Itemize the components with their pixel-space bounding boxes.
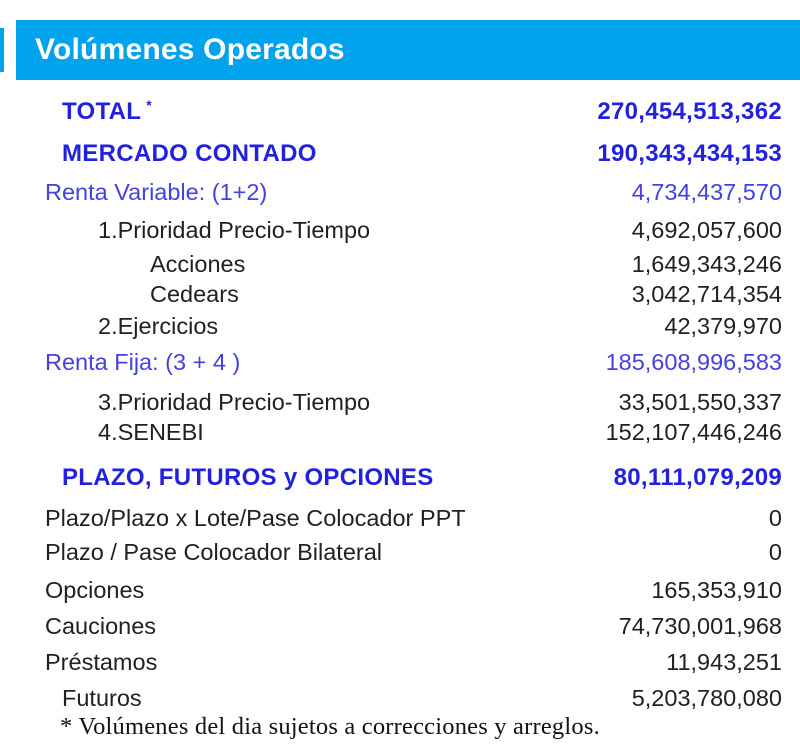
row-value: 5,203,780,080 bbox=[631, 685, 782, 711]
table-row bbox=[40, 575, 782, 605]
table-row bbox=[40, 90, 782, 127]
asterisk-marker: * bbox=[146, 97, 152, 113]
table-row bbox=[40, 463, 782, 493]
table-row bbox=[40, 215, 782, 245]
row-value: 185,608,996,583 bbox=[605, 349, 782, 375]
row-label: MERCADO CONTADO bbox=[62, 140, 317, 167]
row-label: 3.Prioridad Precio-Tiempo bbox=[98, 389, 371, 415]
row-label: 4.SENEBI bbox=[98, 419, 204, 445]
row-value: 0 bbox=[768, 539, 782, 565]
table-row bbox=[40, 347, 782, 377]
row-label: Acciones bbox=[150, 251, 246, 277]
row-value: 3,042,714,354 bbox=[631, 281, 782, 307]
row-value: 270,454,513,362 bbox=[597, 98, 782, 125]
row-value: 152,107,446,246 bbox=[605, 419, 782, 445]
page-title: Volúmenes Operados bbox=[35, 33, 345, 66]
table-row bbox=[40, 177, 782, 207]
table-row bbox=[40, 503, 782, 533]
row-label: Renta Variable: (1+2) bbox=[45, 179, 268, 205]
row-label: Préstamos bbox=[45, 649, 158, 675]
row-value: 0 bbox=[768, 505, 782, 531]
row-value: 74,730,001,968 bbox=[618, 613, 782, 639]
table-row bbox=[40, 249, 782, 279]
table-row bbox=[40, 647, 782, 677]
row-label: Futuros bbox=[62, 685, 142, 711]
row-value: 4,734,437,570 bbox=[631, 179, 782, 205]
footnote: * Volúmenes del dia sujetos a correcciones y arreglos. bbox=[60, 713, 600, 740]
row-label: Cedears bbox=[150, 281, 239, 307]
row-value: 80,111,079,209 bbox=[613, 464, 782, 491]
row-label: PLAZO, FUTUROS y OPCIONES bbox=[62, 464, 434, 491]
row-value: 42,379,970 bbox=[664, 313, 782, 339]
table-row bbox=[40, 139, 782, 169]
table-row bbox=[40, 311, 782, 341]
row-label: 2.Ejercicios bbox=[98, 313, 219, 339]
row-value: 11,943,251 bbox=[666, 649, 782, 675]
row-label: Cauciones bbox=[45, 613, 157, 639]
row-value: 165,353,910 bbox=[651, 577, 782, 603]
left-edge-accent bbox=[0, 28, 4, 72]
table-row bbox=[40, 537, 782, 567]
row-label: Plazo/Plazo x Lote/Pase Colocador PPT bbox=[45, 505, 466, 531]
row-value: 190,343,434,153 bbox=[597, 140, 782, 167]
table-row bbox=[40, 417, 782, 447]
row-label: TOTAL * bbox=[62, 97, 152, 125]
report-header bbox=[16, 20, 800, 80]
row-value: 1,649,343,246 bbox=[631, 251, 782, 277]
row-value: 4,692,057,600 bbox=[631, 217, 782, 243]
table-row bbox=[40, 611, 782, 641]
volumes-table bbox=[40, 80, 782, 713]
table-row bbox=[40, 279, 782, 309]
row-label: Opciones bbox=[45, 577, 145, 603]
row-label: Plazo / Pase Colocador Bilateral bbox=[45, 539, 383, 565]
row-label: Renta Fija: (3 + 4 ) bbox=[45, 349, 241, 375]
row-value: 33,501,550,337 bbox=[618, 389, 782, 415]
table-row bbox=[40, 387, 782, 417]
row-label: 1.Prioridad Precio-Tiempo bbox=[98, 217, 371, 243]
table-row bbox=[40, 683, 782, 713]
